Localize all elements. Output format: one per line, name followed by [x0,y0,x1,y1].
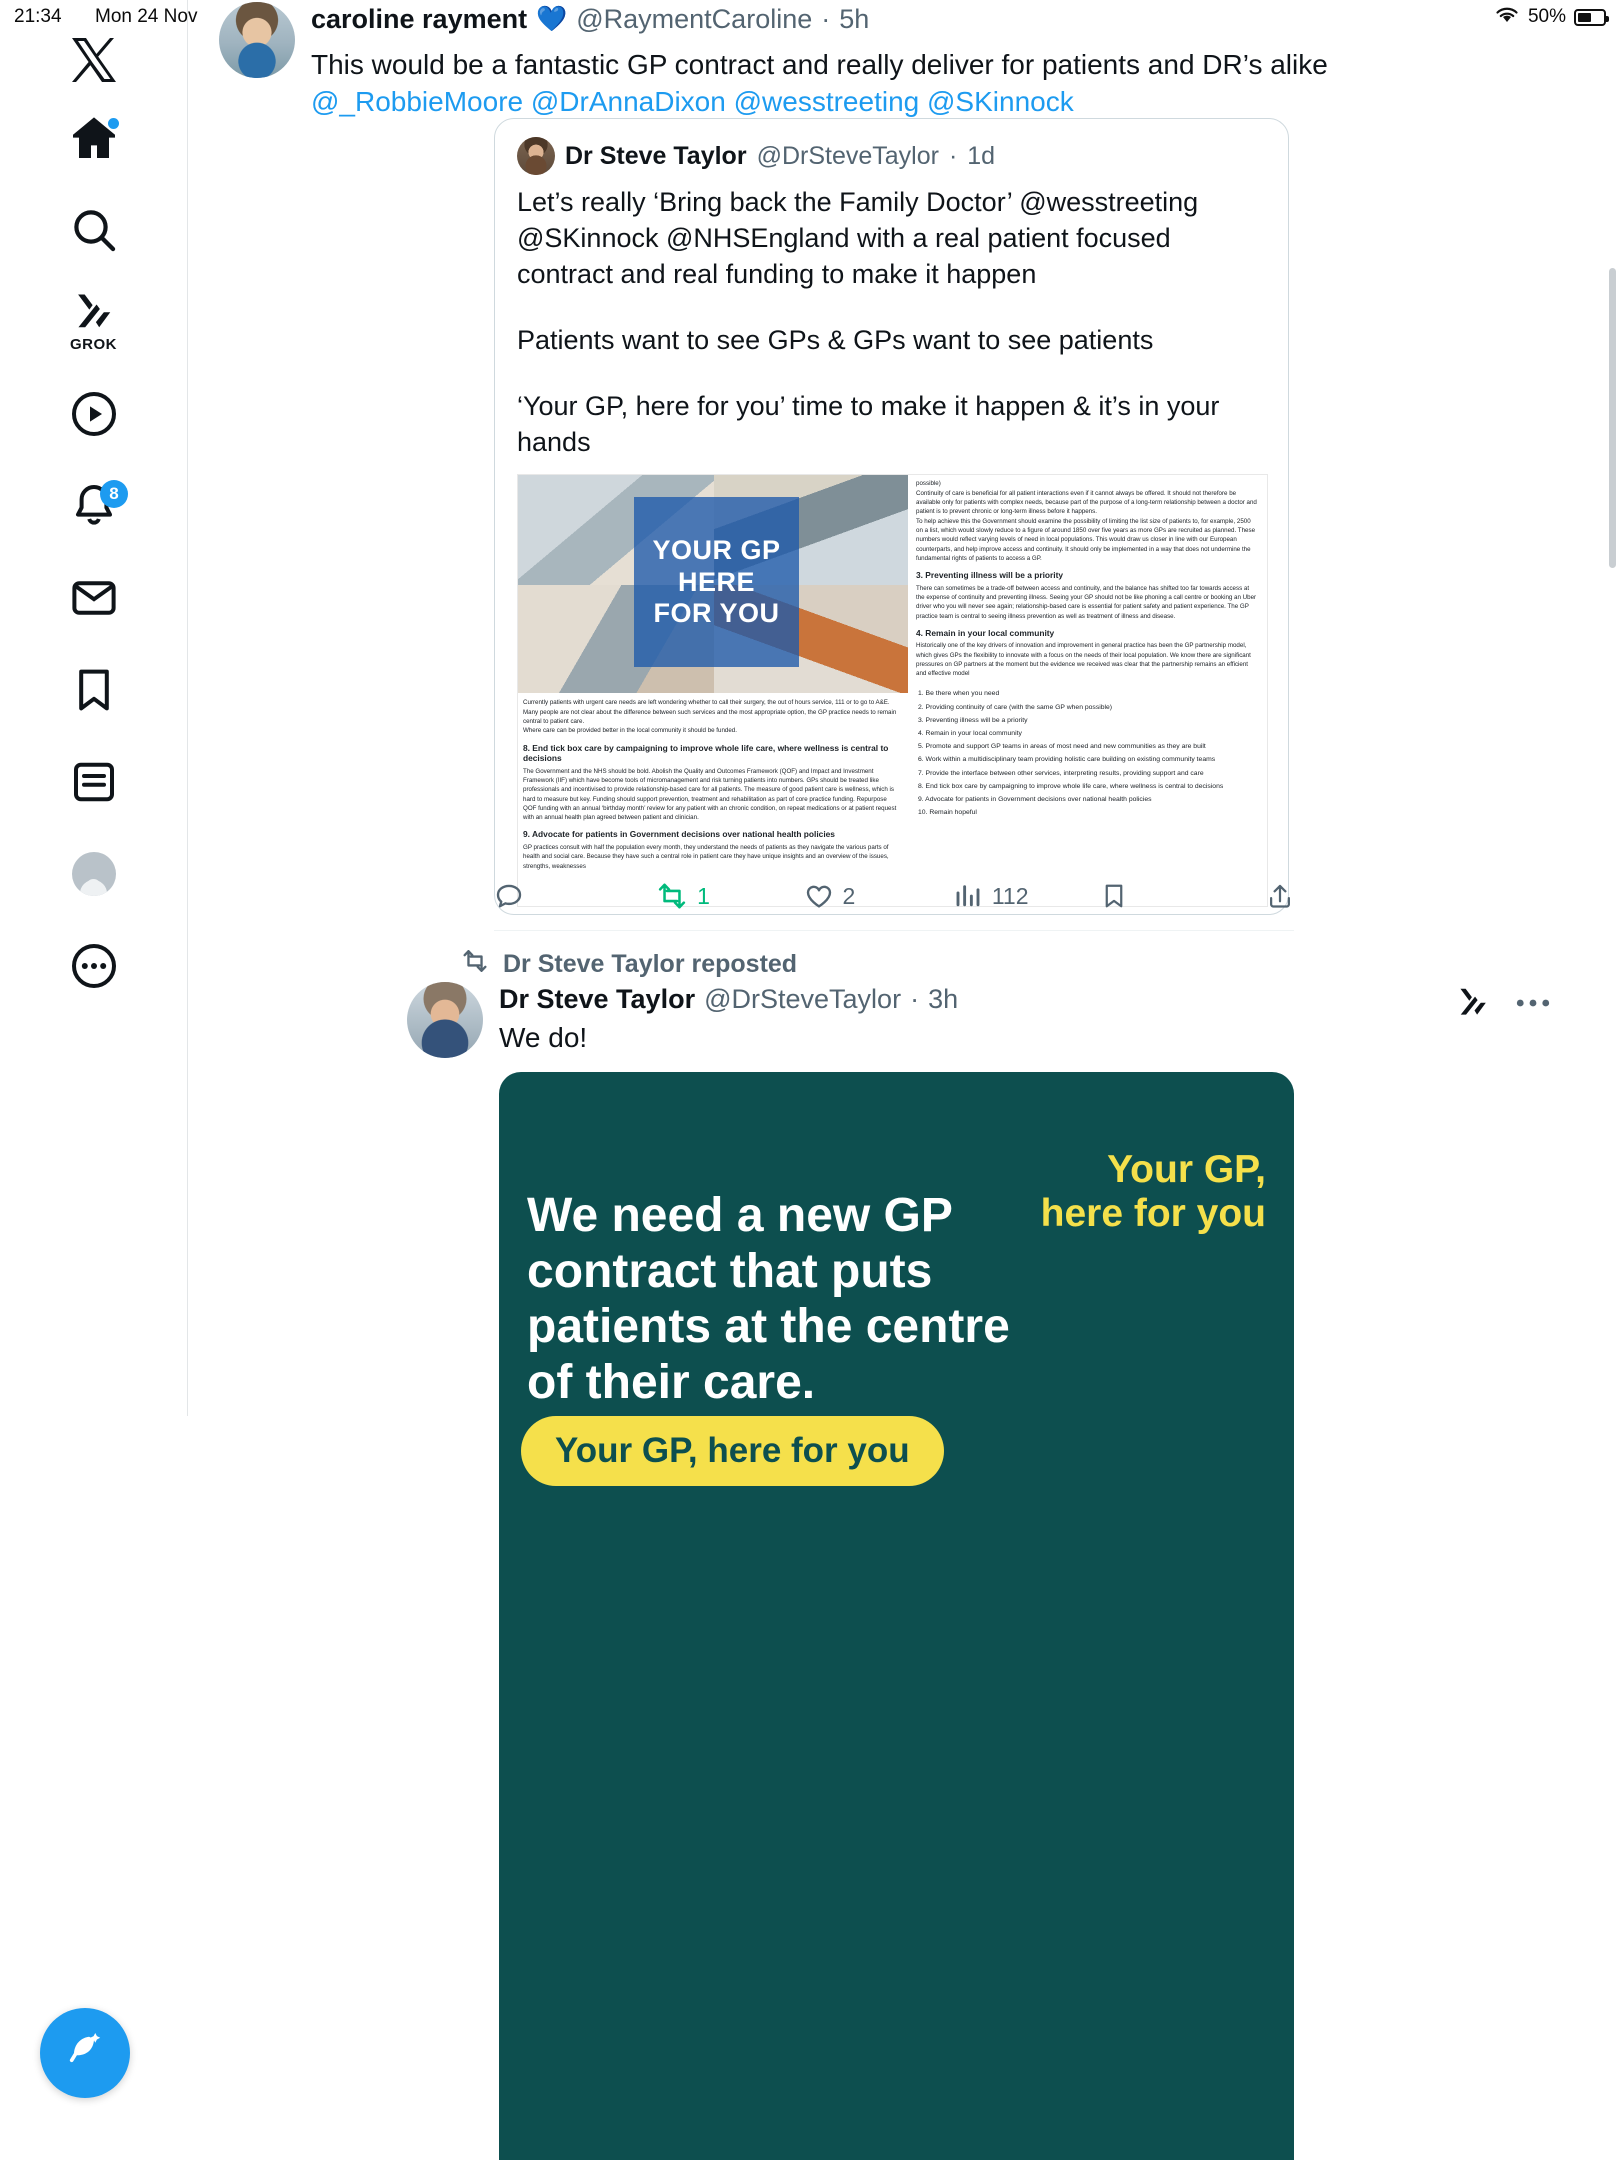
share-button[interactable] [1266,881,1294,911]
compose-icon [63,2029,107,2078]
document-left-column [518,475,908,907]
home-unread-dot [108,118,119,129]
your-gp-overlay [634,497,799,667]
status-date: Mon 24 Nov [95,6,198,27]
quoted-timestamp: 1d [967,141,996,170]
tweet-timestamp: 5h [839,4,870,34]
right-top-text: possible) [916,480,941,488]
card-corner-line-2: here for you [1040,1192,1266,1236]
right-para-2: To help achieve this the Government should examine the possibility of limiting the list size of patients to, for example, 2500 on a list, which would slowly reduce to a figure of around 1850 over five years as more GPs are recruited as planned. These numbers would reflect varying levels of need in local populations. This would draw us closer in line with our European counterparts, and help improve access and continuity. It should only be implemented in a way that does not undermine the fundamental rights of patients to access a GP. [916,517,1256,562]
wifi-icon [1494,4,1520,30]
repost-header-actions [1456,986,1550,1021]
document-left-text [518,693,908,870]
gp-manifesto-document-image [517,474,1268,907]
repost-icon [461,948,489,981]
right-heading-3: 3. Preventing illness will be a priority [916,570,1064,581]
right-body-3: There can sometimes be a trade-off between access and continuity, and the balance has shifted too far towards access at the expense of continuity and preventing illness. Seeing your GP should not be like phoning a call centre or booking an Uber driver who you will never see again; relationship-based care is essential for patient safety and patient experience. The GP practice team is central to seeing illness prevention as well as treatment of illness and disease. [916,584,1257,620]
document-right-text [916,479,1262,678]
list-item: 4. Remain in your local community [918,730,1022,738]
repost-timestamp: 3h [928,984,959,1014]
quoted-paragraph-2: Patients want to see GPs & GPs want to see patients [517,324,1154,355]
mention-anna-dixon[interactable]: @DrAnnaDixon [530,86,726,118]
list-item: 10. Remain hopeful [918,809,977,817]
card-corner-text [1041,1148,1266,1237]
grok-icon [73,291,115,334]
status-bar [0,0,1620,34]
quoted-tweet[interactable] [494,118,1289,915]
status-right-cluster [1494,4,1606,30]
document-photo-collage [518,475,908,693]
tweet-action-bar [494,876,1294,916]
list-item: 5. Promote and support GP teams in areas of most need and new communities as they are built [918,743,1206,751]
repost-count: 1 [697,882,710,909]
right-heading-4: 4. Remain in your local community [916,627,1055,638]
verified-badge-icon: 💙 [536,5,568,33]
repost-tweet-text: We do! [499,1022,588,1053]
mention-robbie-moore[interactable]: @_RobbieMoore [311,86,524,118]
sidebar-item-notifications[interactable] [0,460,187,552]
like-button[interactable] [804,881,953,911]
card-headline: We need a new GP contract that puts patients at the centre of their care. [527,1189,1010,1410]
card-pill-label: Your GP, here for you [521,1416,944,1486]
more-icon[interactable] [1516,995,1550,1013]
sidebar-item-profile[interactable] [0,828,187,920]
views-count: 112 [991,882,1029,909]
author-name[interactable]: caroline rayment [311,4,528,34]
left-para-2: Where care can be provided better in the local community it should be funded. [523,727,737,735]
right-para-1: Continuity of care is beneficial for all patient interactions even if it cannot always be offered. It should not therefore be available only for patients with complex needs, because part of the purpose of a long-term relationship between a doctor and patient is to prevent chronic or long-term illness before it happens. [916,489,1257,516]
sidebar-item-search[interactable] [0,184,187,276]
tweet-text-plain: This would be a fantastic GP contract and really deliver for patients and DR’s alike [311,49,1328,80]
quoted-separator-dot: · [948,141,958,170]
document-numbered-list [916,688,1262,818]
feed [189,0,1620,2160]
bookmark-button[interactable] [1100,881,1226,911]
mention-s-kinnock[interactable]: @SKinnock [927,86,1074,118]
reply-button[interactable] [494,881,656,911]
compose-post-button[interactable] [40,2008,130,2098]
quoted-paragraph-3: ‘Your GP, here for you’ time to make it happen & it’s in your hands [517,390,1220,457]
avatar-steve-small[interactable] [517,137,555,175]
tweet-text [311,46,1411,120]
quoted-tweet-text [495,175,1288,460]
battery-percent: 50% [1527,6,1566,27]
sidebar-item-home[interactable] [0,92,187,184]
sidebar-item-grok[interactable] [0,276,187,368]
quoted-tweet-media[interactable] [517,474,1268,914]
avatar [72,852,116,896]
sidebar-item-lists[interactable] [0,736,187,828]
left-body-8: The Government and the NHS should be bold. Abolish the Quality and Outcomes Framework (QOF) and Impact and Investment Framework (IIF) which have become tools of micromanagement and risk turning patients into numbers. GPs should be treated like professionals and incentivised to provide relationship-based care for all patients. The measure of good patient care is wellness, which is hard to measure but key. Funding should support prevention, treatment and rehabilitation as part of core practice funding. Repurpose QOF funding with an annual ‘birthday month’ review for any patient with an chronic condition, on repeat medications or at patient request with an annual health plan agreed between patient and clinician. [523,767,897,822]
tweet-divider [494,930,1294,931]
video-icon [70,390,118,438]
bookmark-icon [70,666,118,714]
left-body-9: GP practices consult with half the population every month, they understand the needs of patients as they navigate the various parts of health and social care. Because they have such a central role in patient care they have unique insights and an overview of the issues, strengths, weaknesses [523,843,889,870]
battery-icon [1574,9,1606,26]
document-right-column [916,475,1268,907]
notifications-badge: 8 [100,480,128,508]
left-para-1: Currently patients with urgent care needs are left wondering whether to call their surgery, the out of hours service, 111 or to go to A&E. Many people are not clear about the difference between such services and the most appropriate option, the GP practice needs to remain central to patient care. [523,699,897,726]
sidebar-item-video[interactable] [0,368,187,460]
list-item: 9. Advocate for patients in Government decisions over national health policies [918,795,1152,803]
nav-rail [0,0,188,1416]
repost-label-text: Dr Steve Taylor reposted [503,950,798,978]
grok-icon[interactable] [1456,986,1490,1021]
mail-icon [70,574,118,622]
overlay-line-2: HERE [677,566,755,597]
status-time: 21:34 [14,6,62,27]
mention-wes-streeting[interactable]: @wesstreeting [733,86,920,118]
repost-separator-dot: · [910,984,920,1014]
list-item: 2. Providing continuity of care (with the same GP when possible) [918,703,1113,711]
list-item: 7. Provide the interface between other services, interpreting results, providing support and care [918,769,1204,777]
sidebar-item-bookmarks[interactable] [0,644,187,736]
quoted-tweet-header [495,119,1288,175]
like-count: 2 [842,882,856,909]
list-item: 3. Preventing illness will be a priority [918,716,1028,724]
avatar-steve-large[interactable] [407,982,483,1058]
repost-button[interactable] [656,881,803,911]
repost-author-handle[interactable]: @DrSteveTaylor [704,984,902,1014]
left-heading-8: 8. End tick box care by campaigning to improve whole life care, where wellness is central to decisions [523,742,889,764]
list-item: 8. End tick box care by campaigning to improve whole life care, where wellness is central to decisions [918,782,1224,790]
grok-label: GROK [70,336,117,353]
search-icon [70,206,118,254]
list-item: 1. Be there when you need [918,690,1000,698]
scrollbar[interactable] [1609,268,1616,568]
author-handle[interactable]: @RaymentCaroline [576,4,813,34]
separator-dot: · [821,4,831,34]
sidebar-item-more[interactable] [0,920,187,1012]
card-corner-line-1: Your GP, [1107,1148,1266,1191]
repost-tweet-header [499,984,1579,1015]
x-logo-icon [70,36,118,84]
views-button[interactable] [953,881,1100,911]
right-body-4: Historically one of the key drivers of innovation and improvement in general practice has been the GP partnership model, which gives GPs the flexibility to innovate with a focus on the needs of their local population. We know there are significant pressures on GP partners at the moment but the evidence we received was clear that the partnership remains an efficient and effective model [916,642,1251,678]
quoted-author-name[interactable]: Dr Steve Taylor [565,141,747,170]
quoted-author-handle[interactable]: @DrSteveTaylor [756,141,939,170]
repost-author-name[interactable]: Dr Steve Taylor [499,984,696,1014]
list-item: 6. Work within a multidisciplinary team providing holistic care building on existing community teams [918,756,1216,764]
left-heading-9: 9. Advocate for patients in Government decisions over national health policies [523,829,835,840]
repost-label [461,948,797,981]
sidebar-item-messages[interactable] [0,552,187,644]
quoted-paragraph-1: Let’s really ‘Bring back the Family Doctor’ @wesstreeting @SKinnock @NHSEngland with a real patient focused contract and real funding to make it happen [517,187,1199,289]
gp-campaign-card[interactable] [499,1072,1294,2160]
lists-icon [70,758,118,806]
more-icon [70,942,118,990]
overlay-line-3: FOR YOU [653,598,780,629]
overlay-line-1: YOUR GP [652,534,781,565]
